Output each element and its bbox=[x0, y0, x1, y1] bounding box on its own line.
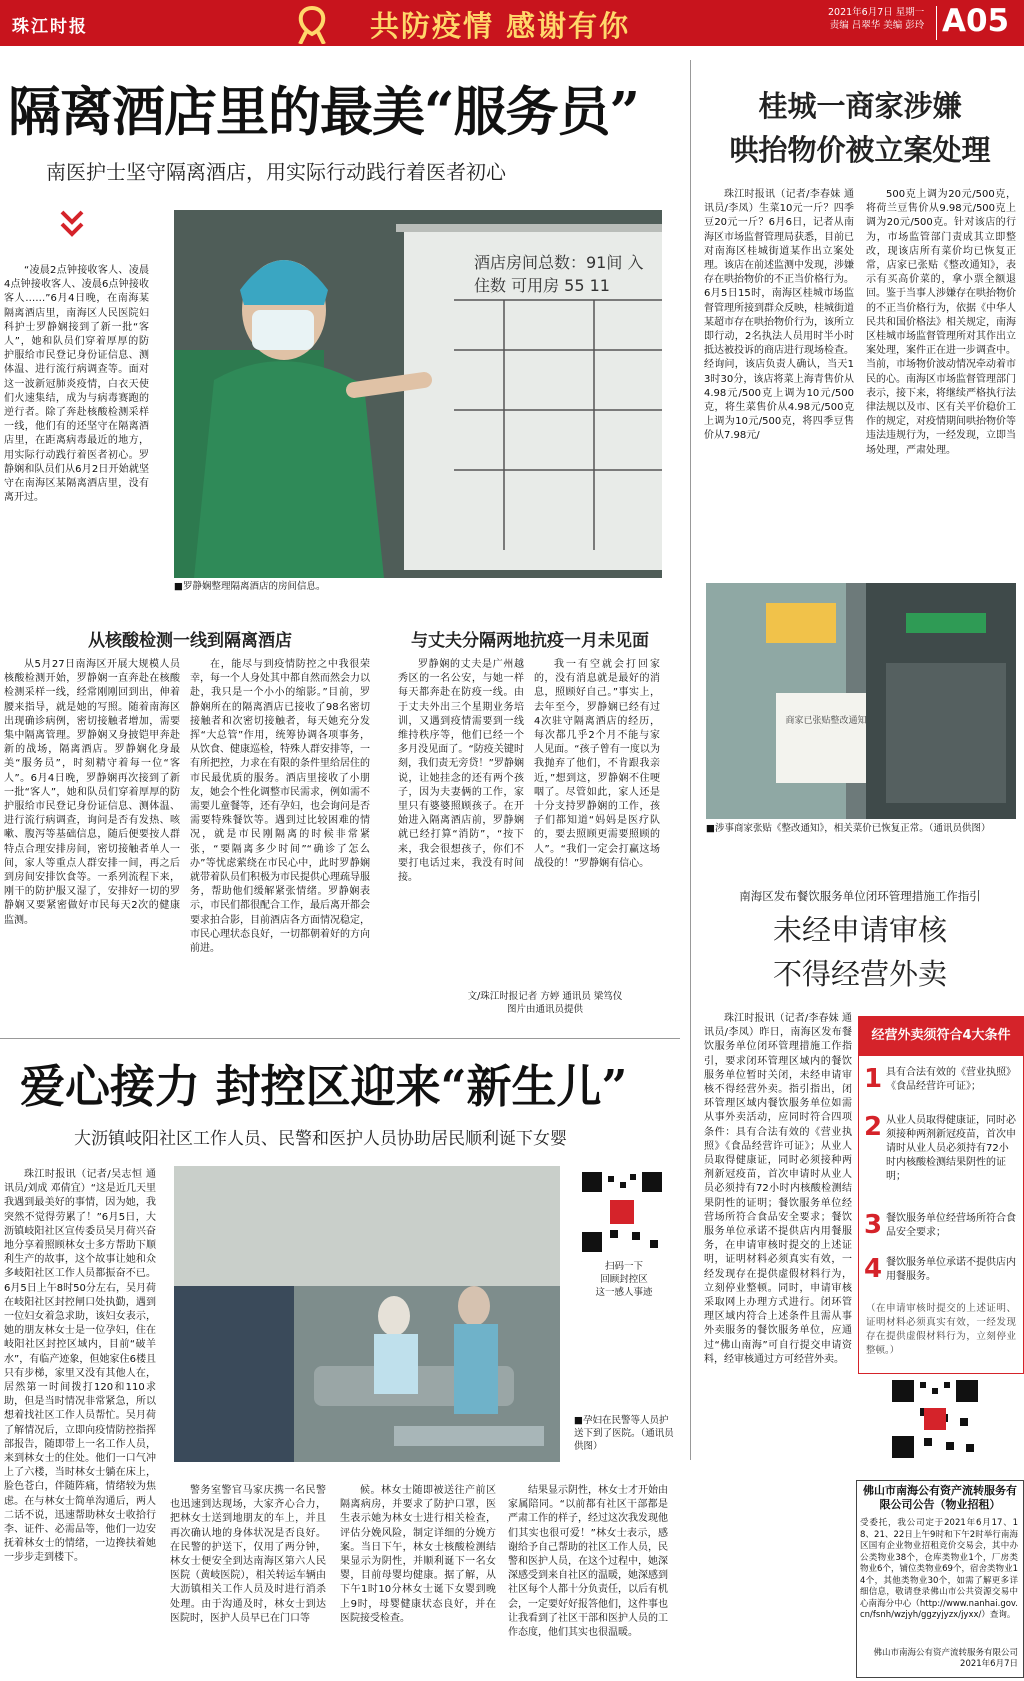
newspaper-logo: 珠江时报 bbox=[12, 17, 88, 37]
section2-heading: 与丈夫分隔两地抗疫一月未见面 bbox=[411, 631, 649, 651]
condition-text-3: 餐饮服务单位经营场所符合食品安全要求； bbox=[886, 1213, 1016, 1238]
condition-number-2: 2 bbox=[864, 1112, 883, 1142]
article4-column1: 珠江时报讯（记者/吴志恒 通讯员/刘成 邓倩宜）“这是近几天里我遇到最美好的事情，因为她，我突然不觉得劳累了！”6月5日，大沥镇岐阳社区宣传委员吴月荷兴奋地分享着照顾林女士多方帮助下顺利生产的故事，这个故事让她和众多岐阳社区工作人员都振奋不已。6月5日上午8时50分左右，吴月荷在岐阳社区封控闸口处执勤，遇到一位妇女着急求助，该妇女表示，她的朋友林女士是一位孕妇，住在岐阳社区封控区域内，目前“破羊水”，有临产迹象，但她家住6楼且只有步梯，家里又没有其他人在，居然第一时间拨打120和110求助，但是当时情况非常紧急，所以想着找社区工作人员帮忙。吴月荷了解情况后，立即向疫情防控指挥部报告，随即带上一名工作人员，来到林女士的住处。他们一口气冲上了六楼，当时林女士躺在床上，脸色苍白，伴随阵痛，情绪较为焦虑。在与林女士简单沟通后，两人二话不说，迅速帮助林女士收拾行李、证件、必需品等，他们一边安抚着林女士的情绪，一边搀扶着她一步步走到楼下。 bbox=[4, 1169, 156, 1564]
store-notice-illustration bbox=[706, 583, 1016, 819]
article4-subtitle: 大沥镇岐阳社区工作人员、民警和医护人员协助居民顺利诞下女婴 bbox=[74, 1129, 567, 1149]
qr-caption: 扫码一下 回顾封控区 这一感人事迹 bbox=[595, 1261, 653, 1298]
qr-code-icon bbox=[890, 1378, 980, 1460]
section2-column2: 我一有空就会打回家的，没有消息就是最好的消息，照顾好自己。”事实上，去年至今，罗静娴已经有过4次驻守隔离酒店的经历，每次都几乎2个月不能与家人见面。“孩子曾有一度以为我抛弃了他们，不肯跟我亲近，”想到这，罗静娴不住哽咽了。尽管如此，家人还是十分支持罗静娴的工作，孩子们都知道“妈妈是医疗队的，要去照顾更需要照顾的人”。“我们一定会打赢这场战役的！”罗静娴有信心。 bbox=[534, 659, 660, 869]
qr-code-icon bbox=[580, 1170, 664, 1254]
conditions-title: 经营外卖须符合4大条件 bbox=[858, 1016, 1024, 1056]
notice-paper-text: 商家已张贴整改通知 bbox=[785, 716, 867, 726]
section-divider bbox=[0, 1038, 680, 1039]
section1-heading: 从核酸检测一线到隔离酒店 bbox=[88, 631, 292, 651]
condition-number-3: 3 bbox=[864, 1210, 883, 1240]
section1-column1: 从5月27日南海区开展大规模人员核酸检测开始，罗静娴一直奔赴在核酸检测采样一线，经常刚刚回到出，伸着腰来指导，就是她的写照。随着南海区出现确诊病例，密切接触者增加，需要集中隔离管理。罗静娴又身披铠甲奔赴新的战场，隔离酒店。罗静娴化身最美“服务员”，时刻精守着每一位“客人”。6月4日晚，罗静娴再次接到了新一批“客人”，她和队员们穿着厚厚的防护服给市民登记身份证信息、测体温、进行流行病调查，询问是否有发热、咳嗽、腹泻等基础信息，随后便要按人群特点合理安排房间，密切接触者单人一间，家人等重点人群安排一间，再之后到房间安排饮食等。一系列流程下来，刚干的防护服又湿了，安排好一切的罗静娴又要紧密做好市民每天2次的健康监测。 bbox=[4, 659, 180, 926]
article2-column2: 500克上调为20元/500克，将荷兰豆售价从9.98元/500克上调为20元/500克。针对该店的行为，市场监管部门责成其立即整改，现该店所有菜价均已恢复正常，店家已张贴《整改通知》，表示有买高价菜的，拿小票全额退回。鉴于当事人涉嫌存在哄抬物价的不正当价格行为，依据《中华人民共和国价格法》相关规定，南海区桂城市场监督管理所对其作出立案处理，案件正在进一步调查中。当前，市场物价波动情况牵动着市民的心。南海区市场监督管理部门表示，接下来，将继续严格执行法律法规以及市、区有关平价稳价工作的规定，对疫情期间哄抬物价等违法违规行为，一经发现，立即当场处理，严肃处理。 bbox=[866, 189, 1016, 456]
hospital-escort-illustration bbox=[174, 1166, 560, 1462]
article4-column3: 候。林女士随即被送往产前区隔离病房，并要求了防护口罩，医生表示她为林女士进行相关检查，评估分娩风险，制定详细的分娩方案。当日下午，林女士核酸检测结果显示为阴性，并顺利诞下一名女婴，目前母婴均健康。据了解，从下午1时10分林女士诞下女婴到晚上9时，母婴健康状态良好，并在医院接受检查。 bbox=[340, 1485, 496, 1624]
article2-title: 桂城一商家涉嫌 哄抬物价被立案处理 bbox=[729, 89, 991, 167]
article1-subtitle: 南医护士坚守隔离酒店，用实际行动践行着医者初心 bbox=[46, 160, 506, 184]
condition-number-4: 4 bbox=[864, 1254, 883, 1284]
store-notice-photo bbox=[706, 583, 1016, 819]
article1-intro: “凌晨2点钟接收客人、凌晨4点钟接收客人、凌晨6点钟接收客人……”6月4日晚，在南海某隔离酒店里，南海区人民医院妇科护士罗静娴接到了新一批“客人”，她和队员们穿着厚厚的防护服给市民登记身份证信息、测体温、进行流行病调查等。面对这一波新冠肺炎疫情，白衣天使们火速集结，成为与病毒赛跑的逆行者。除了奔赴核酸检测采样一线，他们有的还坚守在隔离酒店里，在距离病毒最近的地方，用实际行动践行着医者初心。罗静娴和队员们从6月2日开始就坚守在南海区某隔离酒店里，没有离开过。 bbox=[4, 265, 149, 504]
article1-photo-caption: ■罗静娴整理隔离酒店的房间信息。 bbox=[174, 581, 326, 592]
article3-body: 珠江时报讯（记者/李春妹 通讯员/李凤）昨日，南海区发布餐饮服务单位闭环管理措施工作指引，要求闭环管理区域内的餐饮服务单位暂时关闭，未经申请审核不得经营外卖。指引指出，闭环管理区域内餐饮服务单位如需从事外卖活动，应同时符合四项条件：具有合法有效的《营业执照》《食品经营许可证》；从业人员取得健康证，同时必须接种两剂新冠疫苗，首次申请时从业人员必须持有72小时内核酸检测结果阴性的证明；餐饮服务单位经营场所符合食品安全要求；餐饮服务单位承诺不提供店内用餐服务，在申请审核时提交的上述证明，证明材料必须真实有效，一经发现存在提供虚假材料行为，立刻停业整顿。同时，申请审核采取网上办理方式进行。闭环管理区域内符合上述条件且需从事外卖服务的餐饮服务单位，应通过“佛山南海”可自行提交申请资料，经审核通过方可经营外卖。 bbox=[704, 1013, 852, 1365]
article4-title: 爱心接力 封控区迎来“新生儿” bbox=[20, 1060, 628, 1113]
column-divider bbox=[690, 60, 691, 1460]
double-chevron-icon bbox=[60, 210, 84, 240]
whiteboard-text: 酒店房间总数：91间 入住数 可用房 55 11 bbox=[474, 253, 644, 295]
condition-text-1: 具有合法有效的《营业执照》《食品经营许可证》； bbox=[886, 1067, 1016, 1092]
header-date: 2021年6月7日 星期一 责编 吕翠华 美编 彭玲 bbox=[828, 7, 925, 31]
section1-column2: 在，能尽与到疫情防控之中我很荣幸，每一个人身处其中都自然而然会力以赴，我只是一个小小的缩影。”目前，罗静娴所在的隔离酒店已接收了98名密切接触者和次密切接触者，每天她充分发挥“大总管”作用，统筹协调各项事务，从饮食、健康巡检，特殊人群安排等，一有所把控，力求在有限的条件里给居住的市民最优质的服务。酒店里接收了小朋友，她会个性化调整市民需求，例如需不需要儿童餐等，还有孕妇，也会询问是否需要特殊餐饮等。遇到过比较困难的情况，就是市民刚隔离的时候非常紧张，“要隔离多少时间”“确诊了怎么办”等忧虑萦绕在市民心中，此时罗静娴就带着队员们积极为市民提供心理疏导服务，帮助他们缓解紧张情绪。罗静娴表示，市民们都很配合工作，最后离开都会要求拍合影，目前酒店各方面情况稳定，市民心理状态良好，一切都朝着好的方向前进。 bbox=[190, 659, 370, 955]
section2-column1: 罗静娴的丈夫是广州越秀区的一名公安，与她一样每天都奔赴在防疫一线。由于丈夫外出三个星期业务培训，又遇到疫情需要到一线维持秩序等，他们已经一个多月没见面了。“防疫关键时刻，我们责无旁贷！”罗静娴说，让她挂念的还有两个孩子，因为夫妻俩的工作，家里只有婆婆照顾孩子。在开始进入隔离酒店前，罗静娴就已经打算“消防”，“按下来，我会很想孩子，你们不要打电话过来，我没有时间接。 bbox=[398, 659, 524, 884]
condition-text-4: 餐饮服务单位承诺不提供店内用餐服务。 bbox=[886, 1257, 1016, 1282]
article1-byline: 文/珠江时报记者 方婷 通讯员 梁笃仪 图片由通讯员提供 bbox=[467, 991, 623, 1015]
conditions-note: （在申请审核时提交的上述证明、证明材料必须真实有效，一经发现存在提供虚假材料行为，立刻停业整顿。） bbox=[866, 1303, 1016, 1356]
condition-text-2: 从业人员取得健康证，同时必须接种两剂新冠疫苗，首次申请时从业人员必须持有72小时内核酸检测结果阴性的证明； bbox=[886, 1115, 1016, 1182]
nurse-whiteboard-photo bbox=[174, 210, 662, 578]
article4-column4: 结果显示阴性，林女士才开始由家属陪同。“以前都有社区干部都是严肃工作的样子，经过这次我发现他们其实也很可爱！”林女士表示，感谢给予自己帮助的社区工作人员，民警和医护人员，在这个过程中，她深深感受到来自社区的温暖，她深感到社区每个人都十分负责任，以后有机会，一定要好好报答他们，这件事也让我看到了社区干部和医护人员的工作态度，他们其实也很温暖。 bbox=[508, 1485, 668, 1639]
header-divider bbox=[936, 6, 937, 40]
article3-kicker: 南海区发布餐饮服务单位闭环管理措施工作指引 bbox=[739, 889, 981, 903]
page-number: A05 bbox=[942, 3, 1010, 39]
notice-title: 佛山市南海公有资产流转服务有限公司公告（物业招租） bbox=[863, 1484, 1017, 1511]
article2-column1: 珠江时报讯（记者/李春妹 通讯员/李凤）生菜10元一斤？四季豆20元一斤？6月6日，记者从南海区市场监督管理局获悉，目前已对南海区桂城街道某作出立案处理。该店在前述监测中发现，涉嫌存在哄抬物价的不正当价格行为。6月5日15时，南海区桂城市场监督管理所接到群众反映，桂城街道某超市存在哄抬物价行为，该所立即行动，2名执法人员用时半小时抵达被投诉的商店进行现场检查。经询问，该店负责人确认，当天13时30分，该店将菜上海青售价从4.98元/500克上调为10元/500克，将生菜售价从4.98元/500克上调为10元/500克，将四季豆售价从7.98元/ bbox=[704, 189, 854, 442]
article3-title: 未经申请审核 不得经营外卖 bbox=[772, 913, 947, 991]
notice-body: 受委托，我公司定于2021年6月17、18、21、22日上午9时和下午2时举行南海区国有企业物业招租竞价交易会，其中办公类物业38个，仓库类物业1个，厂房类物业6个，铺位类物业69个，宿舍类物业14个，其他类物业30个，如需了解更多详细信息，敬请登录佛山市公共资源交易中心南海分中心（http://www.nanhai.gov.cn/fsnh/wzjyh/ggzyjyzx/jyxx/）查询。 bbox=[860, 1518, 1018, 1620]
header-banner: 共防疫情 感谢有你 bbox=[370, 9, 631, 43]
article2-photo-caption: ■涉事商家张贴《整改通知》，相关菜价已恢复正常。（通讯员供图） bbox=[706, 823, 991, 834]
ribbon-icon bbox=[290, 4, 334, 44]
article4-column2: 警务室警官马家庆携一名民警也迅速到达现场，大家齐心合力，把林女士送到地朋友的车上，并且再次确认地的身体状况是否良好。在民警的护送下，仅用了两分钟，林女士便安全到达南海区第六人民医院（黄岐医院），相关转运车辆由大沥镇相关工作人员及时进行消杀处理。由于沟通及时，林女士到达医院时，医护人员早已在门口等 bbox=[170, 1485, 326, 1624]
condition-number-1: 1 bbox=[864, 1064, 883, 1094]
article4-photo-caption: ■孕妇在民警等人员护送下到了医院。（通讯员供图） bbox=[574, 1415, 674, 1452]
hospital-escort-photo bbox=[174, 1166, 560, 1462]
article1-title: 隔离酒店里的最美“服务员” bbox=[8, 81, 639, 143]
notice-signature: 佛山市南海公有资产流转服务有限公司 2021年6月7日 bbox=[873, 1648, 1018, 1669]
